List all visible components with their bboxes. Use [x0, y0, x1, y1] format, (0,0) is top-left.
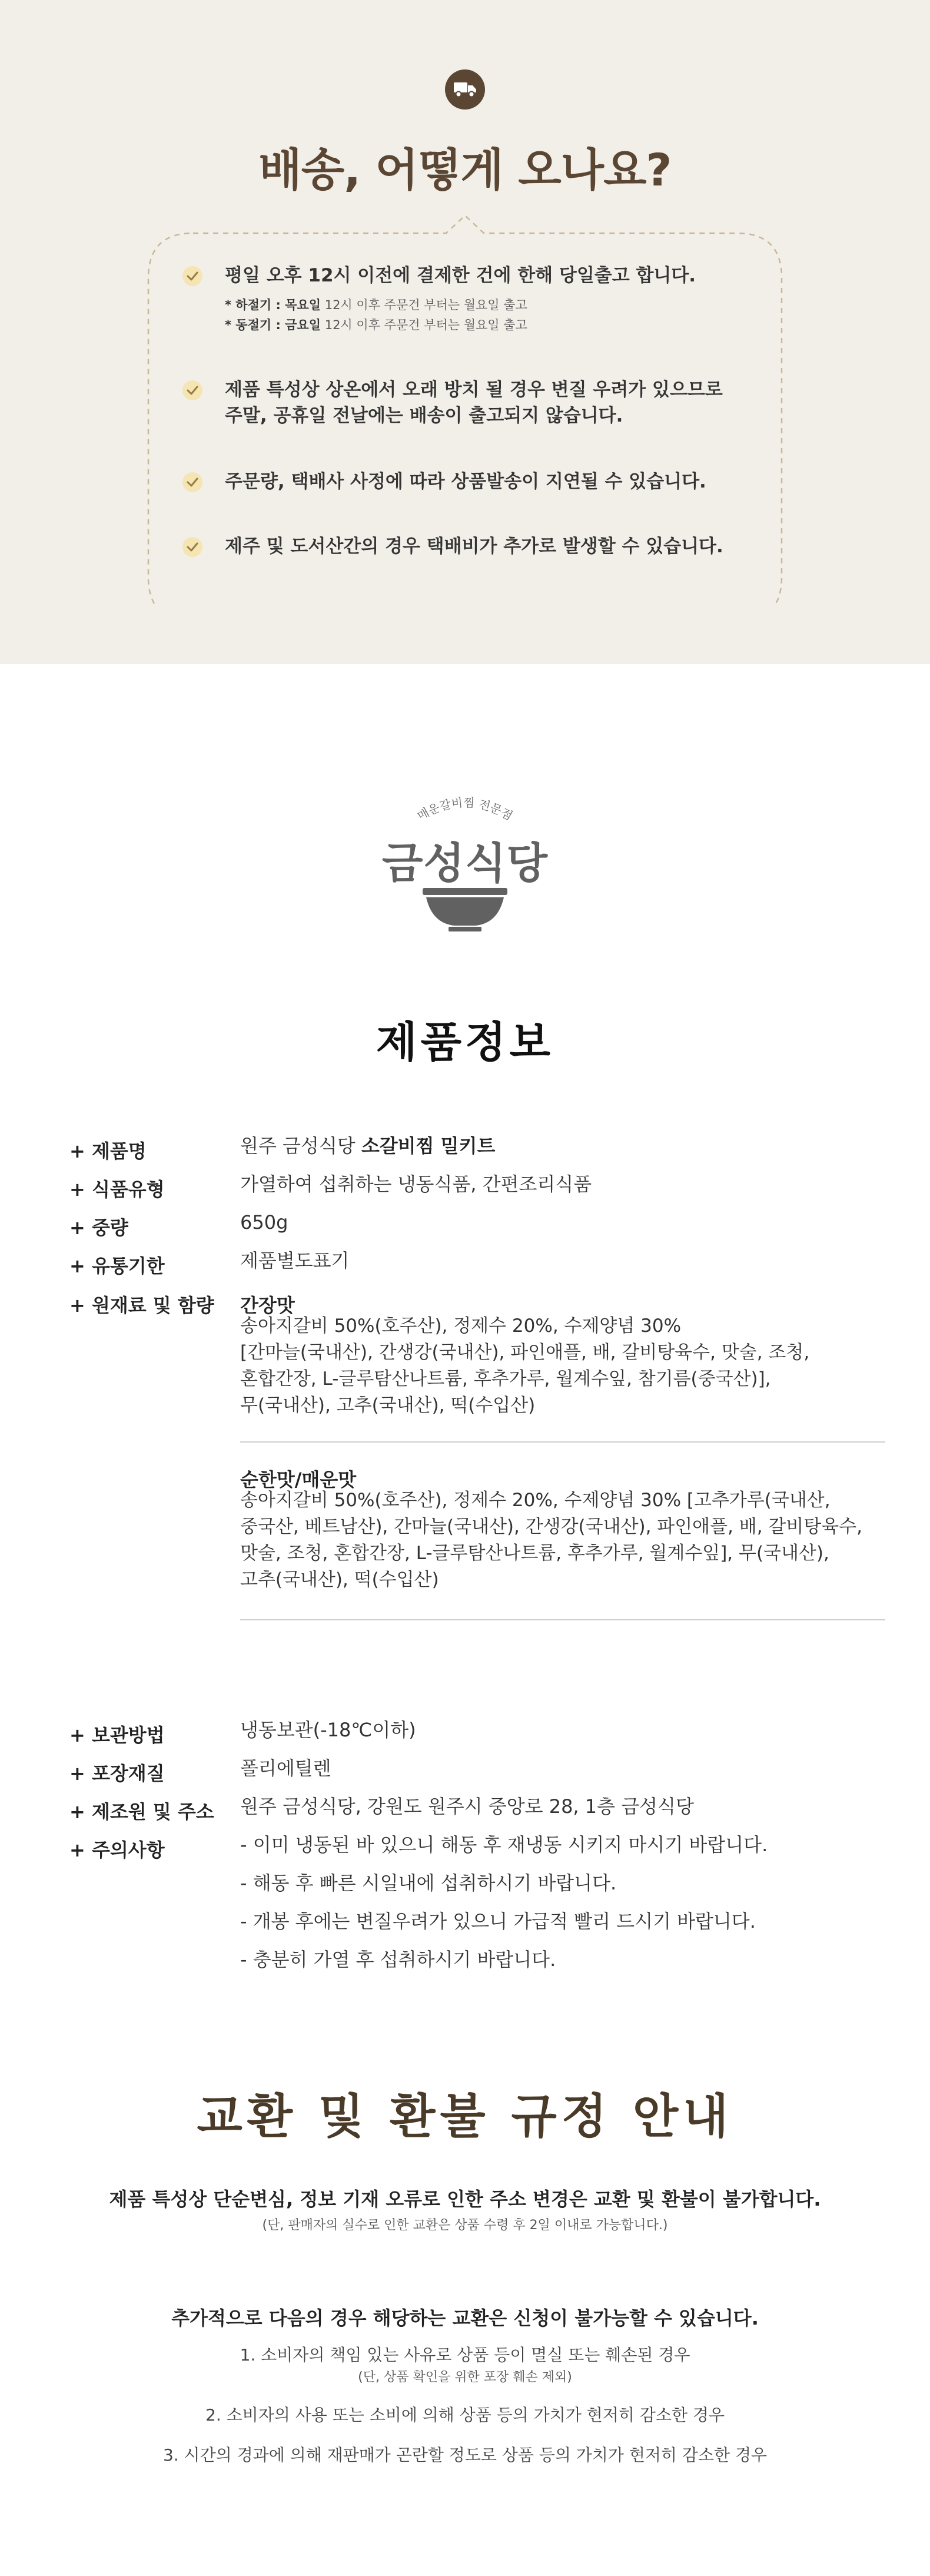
ingredient-line: 맛술, 조청, 혼합간장, L-글루탐산나트륨, 후추가루, 월계수잎], 무(국내산), [240, 1543, 829, 1564]
ingredient-line: 혼합간장, L-글루탐산나트륨, 후추가루, 월계수잎, 참기름(중국산)], [240, 1368, 771, 1390]
exchange-case: 2. 소비자의 사용 또는 소비에 의해 상품 등의 가치가 현저히 감소한 경우 [205, 2405, 725, 2425]
value-food-type: 가열하여 섭취하는 냉동식품, 간편조리식품 [240, 1173, 592, 1195]
exchange-title: 교환 및 환불 규정 안내 [197, 2088, 733, 2144]
value-product-name: 원주 금성식당 소갈비찜 밀키트 [240, 1135, 496, 1157]
check-icon [182, 472, 202, 492]
label-product-name: + 제품명 [69, 1140, 147, 1162]
label-weight: + 중량 [69, 1216, 128, 1239]
delivery-section [0, 0, 930, 664]
ingredient-line: [간마늘(국내산), 간생강(국내산), 파인애플, 배, 갈비탕육수, 맛술, 조청, [240, 1342, 810, 1363]
exchange-cases-title: 추가적으로 다음의 경우 해당하는 교환은 신청이 불가능할 수 있습니다. [171, 2307, 759, 2329]
value-storage: 냉동보관(-18℃이하) [240, 1719, 416, 1741]
exchange-case: 3. 시간의 경과에 의해 재판매가 곤란할 정도로 상품 등의 가치가 현저히 감소한 경우 [162, 2445, 768, 2465]
check-icon [182, 537, 202, 557]
ingredient-line: 무(국내산), 고추(국내산), 떡(수입산) [240, 1395, 536, 1416]
caution-line: - 이미 냉동된 바 있으니 해동 후 재냉동 시키지 마시기 바랍니다. [240, 1834, 768, 1856]
svg-text:매운갈비찜 전문점: 매운갈비찜 전문점 [414, 795, 516, 823]
truck-icon [445, 69, 485, 110]
logo-name: 금성식당 [381, 838, 549, 888]
label-food-type: + 식품유형 [69, 1178, 165, 1201]
ingredient-line: 고추(국내산), 떡(수입산) [240, 1569, 439, 1590]
value-weight: 650g [240, 1211, 288, 1234]
ingredient-heading: 순한맛/매운맛 [240, 1468, 357, 1491]
value-packaging: 폴리에틸렌 [240, 1757, 331, 1779]
check-icon [182, 380, 202, 400]
value-manufacturer: 원주 금성식당, 강원도 원주시 중앙로 28, 1층 금성식당 [240, 1795, 694, 1818]
delivery-note: * 하절기 : 목요일 12시 이후 주문건 부터는 월요일 출고 [225, 298, 527, 312]
product-info-title: 제품정보 [376, 1017, 554, 1067]
exchange-case-sub: (단, 상품 확인을 위한 포장 훼손 제외) [358, 2370, 572, 2385]
label-storage: + 보관방법 [69, 1724, 165, 1746]
exchange-case: 1. 소비자의 책임 있는 사유로 상품 등이 멸실 또는 훼손된 경우 [240, 2345, 690, 2365]
label-expiry: + 유통기한 [69, 1255, 165, 1277]
bowl-icon [423, 888, 507, 933]
label-ingredients: + 원재료 및 함량 [69, 1294, 214, 1317]
caution-line: - 개봉 후에는 변질우려가 있으니 가급적 빨리 드시기 바랍니다. [240, 1910, 756, 1932]
delivery-title: 배송, 어떻게 오나요? [258, 144, 672, 196]
delivery-item-text: 평일 오후 12시 이전에 결제한 건에 한해 당일출고 합니다. [225, 265, 696, 286]
label-packaging: + 포장재질 [69, 1762, 165, 1785]
ingredient-heading: 간장맛 [240, 1294, 295, 1317]
exchange-notice-sub: (단, 판매자의 실수로 인한 교환은 상품 수령 후 2일 이내로 가능합니다.) [262, 2218, 668, 2233]
divider [240, 1619, 885, 1620]
delivery-note: * 동절기 : 금요일 12시 이후 주문건 부터는 월요일 출고 [225, 318, 527, 332]
ingredient-line: 송아지갈비 50%(호주산), 정제수 20%, 수제양념 30% [240, 1315, 682, 1337]
label-cautions: + 주의사항 [69, 1839, 165, 1861]
caution-line: - 충분히 가열 후 섭취하시기 바랍니다. [240, 1948, 556, 1971]
delivery-item-text: 주문량, 택배사 사정에 따라 상품발송이 지연될 수 있습니다. [225, 471, 706, 492]
exchange-notice: 제품 특성상 단순변심, 정보 기재 오류로 인한 주소 변경은 교환 및 환불이 불가합니다. [109, 2188, 821, 2210]
delivery-item-text: 제품 특성상 상온에서 오래 방치 될 경우 변질 우려가 있으므로 [225, 379, 723, 400]
divider [240, 1441, 885, 1443]
delivery-item-text: 주말, 공휴일 전날에는 배송이 출고되지 않습니다. [225, 405, 623, 426]
ingredient-line: 송아지갈비 50%(호주산), 정제수 20%, 수제양념 30% [고추가루(국내산, [240, 1490, 831, 1511]
ingredient-line: 중국산, 베트남산), 간마늘(국내산), 간생강(국내산), 파인애플, 배, 갈비탕육수, [240, 1516, 863, 1537]
check-icon [182, 266, 202, 286]
value-expiry: 제품별도표기 [240, 1249, 350, 1272]
delivery-item-text: 제주 및 도서산간의 경우 택배비가 추가로 발생할 수 있습니다. [225, 536, 723, 557]
label-manufacturer: + 제조원 및 주소 [69, 1801, 214, 1823]
caution-line: - 해동 후 빠른 시일내에 섭취하시기 바랍니다. [240, 1872, 617, 1894]
